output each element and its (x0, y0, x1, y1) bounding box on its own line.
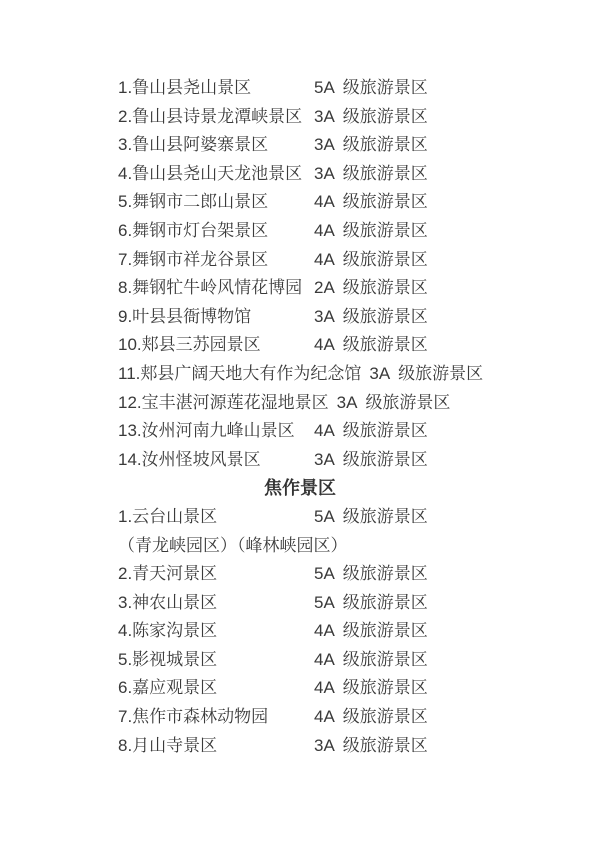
rating-suffix: 级旅游景区 (342, 506, 428, 526)
rating-suffix: 级旅游景区 (342, 163, 428, 183)
scenic-area-row (0, 417, 600, 446)
scenic-area-row (0, 646, 600, 675)
rating-grade: 4A (314, 421, 335, 441)
scenic-area-row (0, 103, 600, 132)
scenic-area-name: 8.月山寺景区 (118, 735, 218, 755)
scenic-area-row (0, 74, 600, 103)
rating-suffix: 级旅游景区 (342, 106, 428, 126)
rating-grade: 4A (314, 335, 335, 355)
rating-suffix: 级旅游景区 (342, 335, 428, 355)
scenic-area-name: 2.鲁山县诗景龙潭峡景区 (118, 106, 303, 126)
scenic-area-name: 2.青天河景区 (118, 564, 218, 584)
rating-grade: 5A (314, 564, 335, 584)
rating-suffix: 级旅游景区 (342, 678, 428, 698)
scenic-area-row (0, 131, 600, 160)
rating-grade: 3A (336, 392, 358, 412)
scenic-area-name: 4.陈家沟景区 (118, 621, 218, 641)
scenic-area-row (0, 446, 600, 475)
rating-suffix: 级旅游景区 (342, 306, 428, 326)
scenic-area-name: 1.云台山景区 (118, 506, 218, 526)
scenic-area-row (0, 188, 600, 217)
scenic-area-name: 14.汝州怪坡风景区 (118, 449, 261, 469)
rating-grade: 3A (369, 363, 391, 383)
scenic-area-name: 13.汝州河南九峰山景区 (118, 421, 295, 441)
scenic-area-name: 6.舞钢市灯台架景区 (118, 220, 269, 240)
rating-suffix: 级旅游景区 (342, 621, 428, 641)
rating-suffix: 级旅游景区 (342, 707, 428, 727)
scenic-area-row (0, 246, 600, 275)
section-title: 焦作景区 (264, 478, 336, 499)
scenic-area-row (0, 160, 600, 189)
section-jiaozuo (0, 474, 600, 760)
rating-suffix: 级旅游景区 (342, 449, 428, 469)
rating-grade: 3A (314, 106, 335, 126)
rating-grade: 4A (314, 678, 335, 698)
scenic-area-name: 7.焦作市森林动物园 (118, 707, 269, 727)
scenic-area-row (0, 617, 600, 646)
sub-area-note: （青龙峡园区）（峰林峡园区） (118, 535, 348, 555)
rating-grade: 5A (314, 592, 335, 612)
scenic-area-row (0, 503, 600, 532)
rating-grade: 3A (314, 306, 335, 326)
scenic-area-name: 10.郏县三苏园景区 (118, 335, 261, 355)
scenic-area-name: 6.嘉应观景区 (118, 678, 218, 698)
rating-grade: 3A (314, 735, 335, 755)
scenic-area-row (0, 331, 600, 360)
rating-grade: 4A (314, 649, 335, 669)
rating-grade: 4A (314, 192, 335, 212)
scenic-area-row (0, 389, 600, 418)
rating-suffix: 级旅游景区 (342, 735, 428, 755)
scenic-area-row (0, 732, 600, 761)
rating-suffix: 级旅游景区 (342, 564, 428, 584)
scenic-area-name: 3.鲁山县阿婆寨景区 (118, 135, 269, 155)
rating-grade: 3A (314, 135, 335, 155)
scenic-area-name: 12.宝丰湛河源莲花湿地景区 (118, 392, 329, 412)
rating-grade: 4A (314, 707, 335, 727)
rating-suffix: 级旅游景区 (398, 363, 484, 383)
scenic-area-name: 5.舞钢市二郎山景区 (118, 192, 269, 212)
scenic-area-name: 3.神农山景区 (118, 592, 218, 612)
rating-grade: 4A (314, 249, 335, 269)
section-pingdingshan (0, 74, 600, 474)
rating-suffix: 级旅游景区 (342, 592, 428, 612)
rating-suffix: 级旅游景区 (342, 135, 428, 155)
rating-grade: 4A (314, 621, 335, 641)
scenic-area-row (0, 560, 600, 589)
scenic-area-row (0, 303, 600, 332)
rating-suffix: 级旅游景区 (342, 192, 428, 212)
scenic-area-name: 7.舞钢市祥龙谷景区 (118, 249, 269, 269)
scenic-area-row (0, 674, 600, 703)
scenic-area-row (0, 274, 600, 303)
scenic-area-name: 5.影视城景区 (118, 649, 218, 669)
rating-grade: 3A (314, 449, 335, 469)
scenic-area-row (0, 589, 600, 618)
scenic-area-row (0, 217, 600, 246)
scenic-area-row (0, 360, 600, 389)
rating-suffix: 级旅游景区 (365, 392, 451, 412)
scenic-area-row (0, 703, 600, 732)
rating-grade: 3A (314, 163, 335, 183)
rating-suffix: 级旅游景区 (342, 649, 428, 669)
scenic-area-name: 8.舞钢牤牛岭风情花博园 (118, 278, 303, 298)
scenic-area-name: 4.鲁山县尧山天龙池景区 (118, 163, 303, 183)
rating-suffix: 级旅游景区 (342, 249, 428, 269)
rating-grade: 4A (314, 220, 335, 240)
scenic-area-name: 9.叶县县衙博物馆 (118, 306, 252, 326)
rating-suffix: 级旅游景区 (342, 220, 428, 240)
rating-suffix: 级旅游景区 (342, 278, 428, 298)
rating-suffix: 级旅游景区 (342, 421, 428, 441)
rating-suffix: 级旅游景区 (342, 78, 428, 97)
scenic-area-name: 11.郏县广阔天地大有作为纪念馆 (118, 363, 362, 383)
rating-grade: 5A (314, 78, 335, 97)
scenic-area-name: 1.鲁山县尧山景区 (118, 78, 252, 97)
rating-grade: 2A (314, 278, 335, 298)
rating-grade: 5A (314, 506, 335, 526)
